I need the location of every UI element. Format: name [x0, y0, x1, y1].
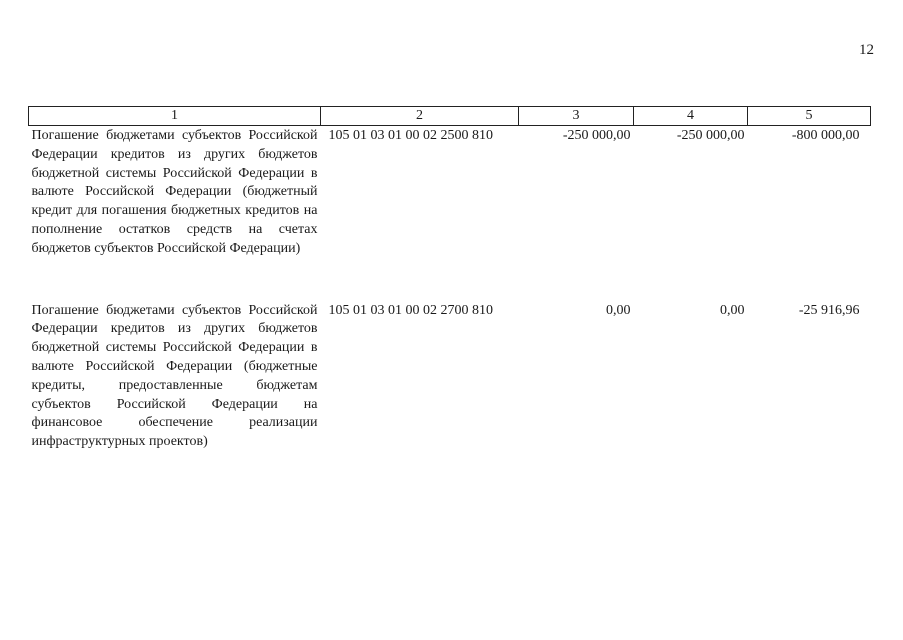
row-description: Погашение бюджетами субъектов Российской Федерации кредитов из других бюджетов бюджетной системы Российской Федерации в валюте Российской Федерации (бюджетные кредиты, предоставленные бюджетам субъектов Российской Федерации на финансовое обеспечение реализации инфраструктурных проектов)	[31, 302, 318, 450]
row-value-col5: -800 000,00	[791, 128, 860, 143]
page-number: 12	[859, 42, 874, 58]
table-row	[29, 301, 871, 452]
row-value-col4: -250 000,00	[676, 128, 745, 143]
table-row	[29, 126, 871, 301]
row-code: 105 01 03 01 00 02 2500 810	[328, 128, 493, 143]
column-header-5: 5	[748, 107, 871, 126]
row-code: 105 01 03 01 00 02 2700 810	[328, 302, 493, 318]
row-value-col3: 0,00	[606, 302, 631, 318]
table-header-row	[29, 107, 871, 126]
row-value-col4: 0,00	[720, 302, 745, 318]
row-description: Погашение бюджетами субъектов Российской Федерации кредитов из других бюджетов бюджетной системы Российской Федерации в валюте Российской Федерации (бюджетный кредит для погашения бюджетных кредитов на пополнение остатков средств на счетах бюджетов субъектов Российской Федерации)	[31, 128, 318, 256]
column-header-2: 2	[321, 107, 519, 126]
column-header-3: 3	[519, 107, 634, 126]
row-value-col5: -25 916,96	[798, 302, 860, 318]
row-value-col3: -250 000,00	[562, 128, 631, 143]
column-header-4: 4	[634, 107, 748, 126]
column-header-1: 1	[29, 107, 321, 126]
budget-table	[28, 106, 871, 452]
